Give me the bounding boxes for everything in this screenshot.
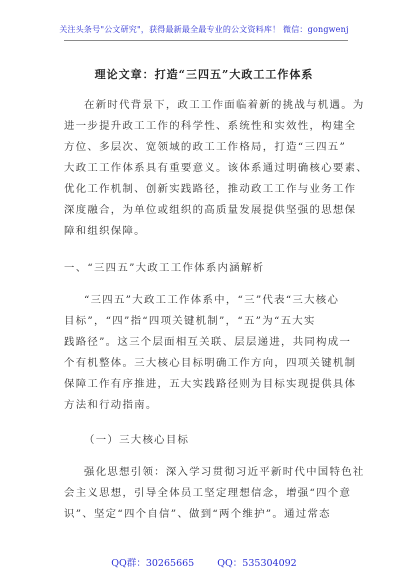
qq-label: QQ：535304092: [217, 558, 297, 569]
paragraph-line: 进一步提升政工工作的科学性、系统性和实效性，构建全: [64, 120, 357, 132]
paragraph-line: 方法和行动指南。: [64, 399, 158, 411]
paragraph-line: 方位、多层次、宽领域的政工工作格局，打造“三四五”: [64, 141, 347, 153]
section1-paragraph: [64, 290, 357, 416]
subsection-paragraph: [64, 462, 365, 525]
header-divider: [64, 40, 348, 41]
paragraph-line: 强化思想引领：深入学习贯彻习近平新时代中国特色社: [84, 466, 365, 478]
intro-paragraph: [64, 95, 368, 242]
paragraph-line: 个有机整体。三大核心目标明确工作方向，四项关键机制: [64, 357, 357, 369]
paragraph-line: 践路径”。这三个层面相互关联、层层递进，共同构成一: [64, 336, 352, 348]
paragraph-line: 识”、坚定“四个自信”、做到“两个维护”。通过常态: [64, 508, 331, 520]
footer-contacts: [0, 555, 408, 569]
paragraph-line: 深度融合，为单位或组织的高质量发展提供坚强的思想保: [64, 204, 357, 216]
paragraph-line: 在新时代背景下，政工工作面临着新的挑战与机遇。为: [84, 99, 365, 111]
header-banner: 关注头条号"公文研究"，获得最新最全最专业的公文资料库！ 微信：gongwenj: [59, 25, 349, 34]
paragraph-line: “三四五”大政工工作体系中，“三”代表“三大核心: [84, 294, 340, 306]
paragraph-line: 障和组织保障。: [64, 225, 146, 237]
paragraph-line: 优化工作机制、创新实践路径，推动政工工作与业务工作: [64, 183, 357, 195]
section-heading-1: 一、“三四五”大政工工作体系内涵解析: [64, 262, 265, 274]
document-title: 理论文章：打造“三四五”大政工工作体系: [94, 68, 314, 81]
paragraph-line: 会主义思想，引导全体员工坚定理想信念，增强“四个意: [64, 487, 352, 499]
qq-group-label: QQ群：30265665: [111, 558, 195, 569]
paragraph-line: 目标”，“四”指“四项关键机制”，“五”为“五大实: [64, 315, 316, 327]
paragraph-line: 保障工作有序推进，五大实践路径则为目标实现提供具体: [64, 378, 357, 390]
paragraph-line: 大政工工作体系具有重要意义。该体系通过明确核心要素、: [64, 162, 368, 174]
subsection-heading: （一）三大核心目标: [84, 434, 190, 446]
